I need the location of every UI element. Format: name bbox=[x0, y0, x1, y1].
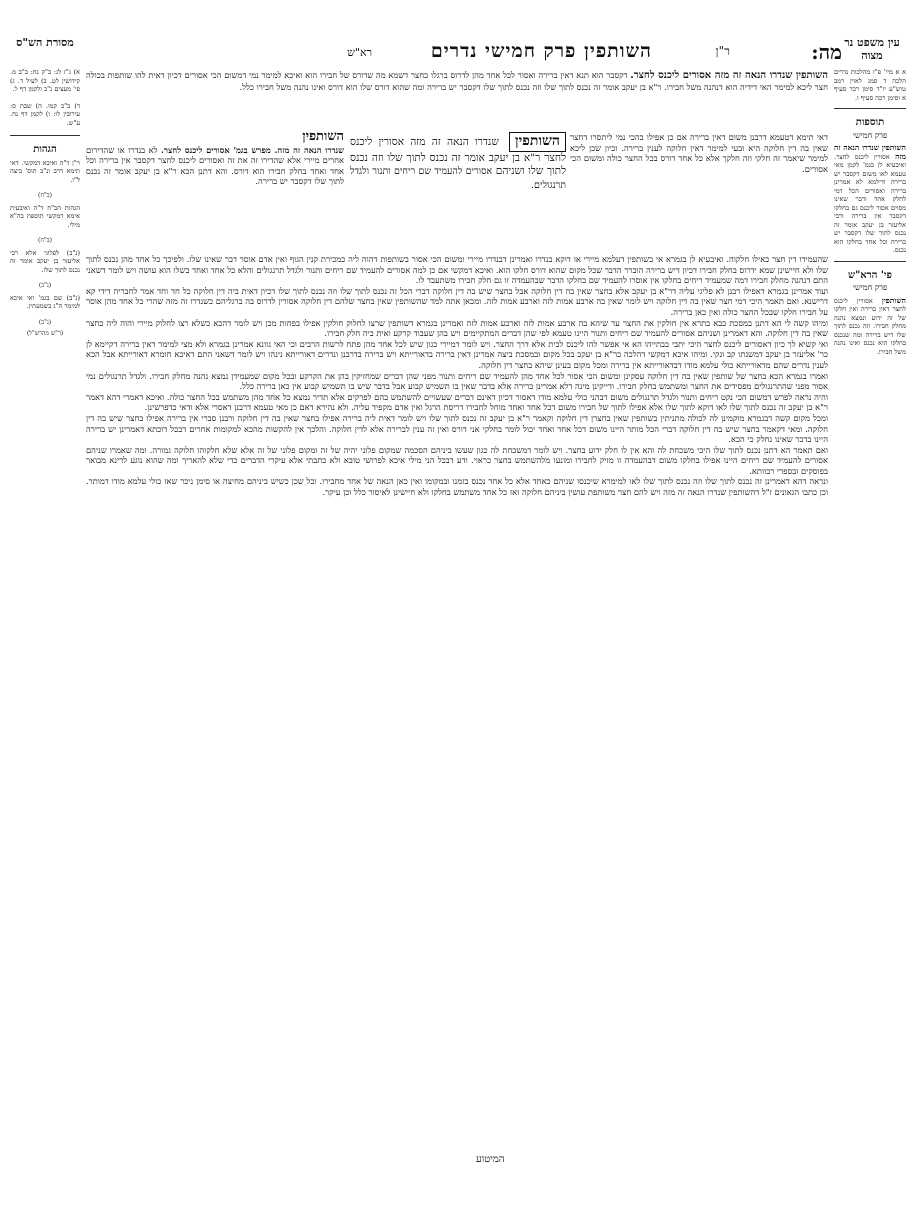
left-margin-column bbox=[10, 68, 80, 342]
ran-label: ר"ן bbox=[715, 44, 730, 58]
rosh-text: אסורין ליכנס לחצר דאין ברירה ואין חלקו של זה ידוע ונמצא נהנה מחלק חבירו. וזה נכנס לתוך שלו דיש ברירה ומה שנכנס בחלקו הוא נכנס ואינו נהנה משל חבירו. bbox=[834, 296, 906, 356]
tosafot-text: אסורין ליכנס לחצר. ואיבעיא לן בגמ' לקמן מאי טעמא לאו משום דקסבר יש ברירה ודילמא לא אמרינן ברירה ואסורים הכל דמי לחלק אחד ודבר שאינו מסוים אסור ליכנס גם בחלקו דקסבר אין ברירה ורבי אליעזר בן יעקב אומר זה נכנס לתוך שלו דקסבר יש ברירה וכל אחד בחלקו הוא נכנס. bbox=[834, 152, 906, 254]
ran-top-text bbox=[86, 70, 828, 132]
mishna-box bbox=[350, 132, 566, 252]
mishna-head: השותפין bbox=[509, 132, 566, 152]
source-label: (ב"ח) bbox=[38, 192, 52, 199]
hagahot-entry: ר"ן ד"ה ואיבא דמקשי. דאי תימא דרב ונ"ב תוס' ביצה ל"ו. bbox=[10, 158, 80, 184]
main-text-block bbox=[86, 70, 828, 1180]
daf-number: מה: bbox=[811, 40, 842, 64]
commentary-paragraph: ונראה דהא דאמרינן זה נכנס לתוך שלו וזה נכנס לתוך שלו לאו למימרא שיכנסו שניהם כאחד אלא כל אחד נכנס בזמנו ובמקומו ואין כאן הנאה של אחד מחבירו. וכל שכן כשיש ביניהם מחיצה או סימן ניכר שאז כולי עלמא מודו דמותר. וכן כתבו הגאונים ז"ל דהשותפין שנדרו הנאה זה מזה ויש להם חצר משותפת עושין ביניהם חלוקה ואז כל אחד משתמש בחלקו ולא חיישינן לאיסור כלל וכן עיקר. bbox=[86, 476, 828, 498]
rash-head: השותפין bbox=[302, 129, 344, 144]
rosh-lead: השותפין bbox=[881, 295, 906, 305]
commentary-paragraph: ועוד אמרינן בגמרא דאפילו רבנן לא פליגי עליה דר"א בן יעקב אלא בחצר שאין בה דין חלוקה אבל בחצר שיש בה דין חלוקה דברי הכל זה נכנס לתוך שלו וזה נכנס לתוך שלו דכיון דאית ביה דין חלוקה כל חד וחד אמר לחבריה דידי קא דרישנא. ואם תאמר היכי דמי חצר שאין בה דין חלוקה ויש לומר שאין בה ארבע אמות לזה וארבע אמות לזה. ומכאן אתה למד שהשותפין שאין בחצר שלהם דין חלוקה אסורין לדרוס בה ברגליהם כשנדרו זה מזה שהרי כל אחד מהן אוסר על חבירו חלקו שבכל החצר כולה ואין כאן ברירה. bbox=[86, 285, 828, 317]
chapter-title: השותפין פרק חמישי נדרים bbox=[430, 40, 652, 62]
ein-mishpat-text: א א מיי' פ"ז מהלכות נדרים הלכה ד סמג לאוין רמב טוש"ע יו"ד סימן רכד סעיף א וסימן רכה סעיף ו. bbox=[834, 68, 906, 102]
masoret-hashas-header: מסורת הש"ס bbox=[16, 36, 74, 49]
rosh-title: פי' הרא"ש bbox=[848, 269, 892, 281]
tosafot-title: תוספות bbox=[855, 117, 885, 128]
divider bbox=[10, 135, 80, 136]
source-label: (ר"ש מהרש"ל) bbox=[26, 330, 64, 337]
rash-dibur-hamatchil: שנדרו הנאה זה מזה. מפרש בגמ' אסורים ליכנס לחצר. bbox=[161, 144, 345, 155]
rosh-subtitle: פרק חמישי bbox=[852, 283, 888, 292]
rash-box bbox=[86, 129, 345, 252]
hagahot-entry: (נ"ב) לפלוגי אלא רבי אליעזר בן יעקב אומר זה נכנס לתוך שלו. bbox=[10, 248, 80, 274]
ran-commentary: דקסבר הוא תנא דאין ברירה ואסור לכל אחד מהן לדרוס ברגלו בחצר דשמא מה שדורס של חבירו הוא ואיכא למימר נמי דמשום הכי אסורים דכיון דאית להו שותפות בכולה חצר ליכא למימר האי דידיה הוא דנהנה משל חבירו. ר"א בן יעקב אומר זה נכנס לתוך שלו וזה נכנס לתוך שלו דקסבר יש ברירה ומה שהוא דורס שלו הוא דורס ואינו נהנה משל חבירו כלל. bbox=[86, 70, 828, 92]
right-margin-column bbox=[834, 68, 906, 356]
commentary-paragraph: ומיהו קשה לי הא דתנן במסכת בבא בתרא אין חולקין את החצר עד שיהא בה ארבע אמות לזה וארבע אמות לזה ואמרינן בגמרא דשותפין שרצו לחלוק חולקין אפילו בפחות מכן ויש לומר דהכא כשלא רצו לחלוק מיירי והוה ליה כחצר שאין בה דין חלוקה. והא דאמרינן ושניהם אסורים להעמיד שם ריחים ותנור היינו טעמא לפי שהן דברים המתקיימים ויש בהן שעבוד קרקע ואית ביה חלק חבירו. bbox=[86, 317, 828, 339]
mishna-text: שנדרו הנאה זה מזה אסורין ליכנס לחצר ר"א בן יעקב אומר זה נכנס לתוך שלו וזה נכנס לתוך שלו ושניהם bbox=[350, 136, 566, 177]
ran-side-box: דאי תימא דטעמא דרבנן משום דאין ברירה אם כן אפילו בהכי נמי ליתסרו דחצר שאין בה דין חלוקה היא ובעי למימר דאין חלוקה לענין ברירה. וכיון שכן ליכא למימר שיאמר זה חלקי וזה חלקך אלא כל אחד דורס בכל החצר כולה ומשום הכי אסורים. bbox=[570, 132, 828, 174]
source-label: (נ"ב) bbox=[38, 282, 52, 289]
tosafot-block bbox=[834, 144, 906, 255]
rash-label: רא"ש bbox=[347, 46, 372, 59]
divider bbox=[834, 261, 906, 262]
divider bbox=[834, 108, 906, 109]
tosafot-subtitle: פרק חמישי bbox=[852, 130, 888, 140]
gemara-text: אסורים להעמיד שם ריחים ותנור ולגדל תרנגולים. bbox=[350, 166, 566, 191]
commentary-body bbox=[86, 254, 828, 1144]
source-label: (נ"ב) bbox=[38, 318, 52, 326]
commentary-paragraph: שהעמידו דין חצר כאילו חלקוה. ואיבעיא לן בגמרא אי בשותפין דעלמא מיירי או דוקא בנדרו ואמרינן דבנדרו מיירי ומשום הכי אסור בשותפות דהוה ליה כמכירת קנין הגוף ואין אדם אוסר דבר שאינו שלו. ולפיכך כל אחד מהן נכנס לתוך שלו ולא חיישינן שמא ידרוס בחלק חבירו דכיון דיש ברירה הוברר הדבר שכל מקום שהוא דורס חלקו הוא. ואיכא דמקשי אם כן למה אסורים להעמיד שם ריחים ותנור ולגדל תרנגולים והלא כל אחד ואחד בשלו הוא עושה ויש לומר דשאני התם דנהנה מחלק חבירו דמה שמעמיד ריחים בחלקו אין אוסרו להעמיד שם בחלקו הדבר שבהעמדה זו גם חלק חבירו משתעבד לו. bbox=[86, 254, 828, 286]
source-label: (ב"ח) bbox=[38, 237, 52, 244]
commentary-paragraph: ומכל מקום קשה דבגמרא מוקמינן לה לכולה מתניתין בשותפין שאין בחצרן דין חלוקה וקאמר ר"א בן יעקב זה נכנס לתוך שלו ויש לומר דאית ליה ברירה אפילו בחצר שאין בה דין חלוקה ורבנן סברי אין ברירה אפילו בחצר שיש בה דין חלוקה. ומאי דקאמר בחצר שיש בה דין חלוקה דברי הכל מותר היינו משום דכל אחד ואחד יכול לומר בחלקי אני דורס ואין זה ענין לברירה אלא לדין חלוקה. והלכך אין להקשות מהכא למקומות אחרים דבכל דוכתא דאמרינן יש ברירה היינו בדבר שאינו נחלק כי הכא. bbox=[86, 412, 828, 445]
ein-mishpat-header: עין משפט נר מצוה bbox=[844, 36, 900, 62]
rash-text: לא בנדרו או שהדירום אחרים מיירי אלא שהדירו זה את זה ואסורים ליכנס לחצר דקסבר אין ברירה וכל אחד ואחד בחלק חבירו הוא דורס. והא דתנן הכא ר"א בן יעקב אומר זה נכנס לתוך שלו דקסבר יש ברירה. bbox=[86, 144, 344, 186]
masoret-entry: ד) ב"ב קמו. ה) שבת ס: עירובין לו: ו) לקמן דף נח. ע"ש. bbox=[10, 101, 80, 127]
commentary-paragraph: ואמרו בגמרא הכא בחצר של שותפין שאין בה דין חלוקה עסקינן ומשום הכי אסור לכל אחד מהן להעמיד שם ריחים ותנור מפני שהן דברים שמחזיקין בהן את הקרקע ובכל מקום שמעמידן נמצא נהנה מחלק חבירו. ולגדל תרנגולים נמי אסור מפני שהתרנגולים מפסידים את החצר ומשתמש בחלק חבירו. ודייקינן מינה דלא אמרינן ברירה אלא בדבר שאין בו תשמיש קבוע אבל בדבר שיש בו תשמיש קבוע אין כאן ברירה כלל. bbox=[86, 370, 828, 392]
hagahot-entry: הגהות הב"ח ד"ה ואיבעית אימא דמקשי תוספת בה"א מילי. bbox=[10, 203, 80, 229]
tosafot-lead: השותפין שנדרו הנאה זה מזה bbox=[834, 143, 906, 161]
commentary-paragraph: ואי קשיא לך כיון דאסורים ליכנס לחצר היכי יתבי בבתייהו הא אי אפשר להו ליכנס לבית אלא דרך החצר. ויש לומר דמיירי כגון שיש לכל אחד מהן פתח לרשות הרבים וכי האי גוונא אמרינן בגמרא ולא מצי למימר דאין ברירה דקיימא לן כר' אליעזר בן יעקב דמשנתו קב ונקי. ומיהו איכא דמקשי דהלכה כר"א בן יעקב בכל מקום ובמסכת ביצה אמרינן דאין ברירה בדאורייתא ויש ברירה בדרבנן ונדרים דאורייתא נינהו ויש לומר דשאני התם דאיכא חומרא דאורייתא אבל הכא לענין נדרים שהם מדאורייתא כולי עלמא מודו דבדאורייתא אין ברירה ומכל מקום בעינן שיהא בחצר דין חלוקה. bbox=[86, 338, 828, 370]
catchword: המיטוע bbox=[476, 1154, 505, 1165]
rosh-block bbox=[834, 297, 906, 357]
masoret-entry: א) ג"ז לג: ב"ק נח: ב"ב מ. קידושין לט. ב) לעיל ד. ג) פי' מעצים נ"ב ולקמן דף ל. bbox=[10, 68, 80, 93]
ran-dibur-hamatchil: השותפין שנדרו הנאה זה מזה אסורים ליכנס לחצר. bbox=[630, 70, 828, 81]
hagahot-title: הגהות bbox=[33, 144, 57, 155]
commentary-paragraph: ואם תאמר הא דתנן נכנס לתוך שלו היכי משכחת לה והא אין לו חלק ידוע בחצר. ויש לומר דמשכחת לה כגון שעשו ביניהם הסכמה שמקום פלוני יהיה של זה ומקום פלוני של זה אלא שלא חלקוהו חלוקה גמורה. ומה שאמרו שניהם אסורים להעמיד שם ריחים היינו אפילו בחלקו משום דבהעמדה זו מזיק לחבירו ומונעו מלהשתמש בחצר כראוי. ודע דבכל הני מילי איכא לפרושי טובא ולא כתבתי אלא עיקרי הדברים כדי שלא להאריך ומה שהוא נוגע לדינא מבואר בפוסקים ובספרי רבוותא. bbox=[86, 444, 828, 476]
commentary-paragraph: והיה נראה לפרש דמשום הכי נקט ריחים ותנור ולגדל תרנגולים משום דבהני כולי עלמא מודו דאסור דכיון דאינם דברים שעשויים להשתמש בהם לפרקים אלא תדיר נמצא כל אחד מהן משתמש בכל החצר כולה. ואיכא דאמרי דהא דאמר ר"א בן יעקב זה נכנס לתוך שלו לאו דוקא לתוך שלו אלא אפילו לתוך של חבירו משום דכל אחד ואחד מוחל לחבירו דריסת הרגל ואין אדם מקפיד עליה. ולא נהירא דאם כן מאי טעמא דרבנן דאסרי אלא ודאי כדפרשינן. bbox=[86, 391, 828, 413]
running-header bbox=[72, 40, 842, 68]
hagahot-entry: (נ"ב) שם בגמ' ואי איכא למימר ה"ג בשמעתין. bbox=[10, 293, 80, 310]
